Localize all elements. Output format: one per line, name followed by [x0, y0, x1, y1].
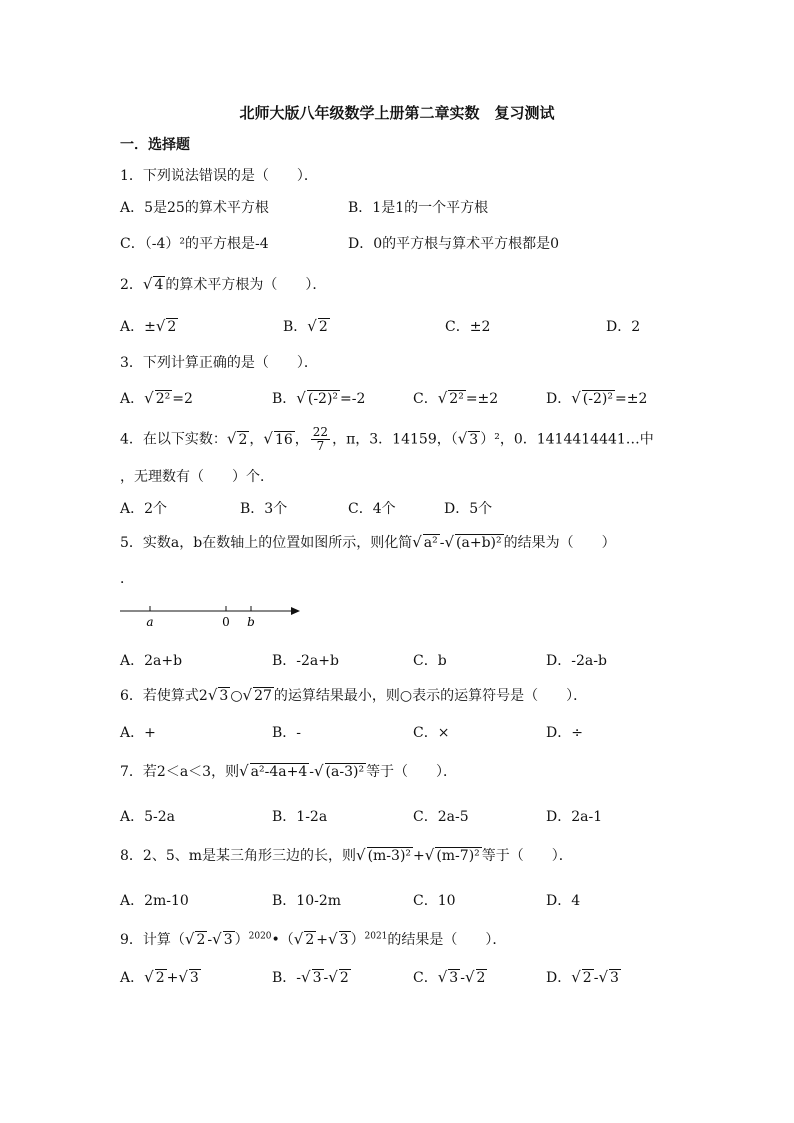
q5-radicand-2: (a+b)²: [456, 535, 502, 551]
q9-option-a: [120, 967, 201, 988]
q6-option-d: D．÷: [546, 725, 583, 741]
q8-option-d: D．4: [546, 893, 581, 909]
sqrt-icon: √: [296, 389, 306, 407]
q9-operator: -: [207, 932, 213, 948]
sqrt-icon: √: [263, 429, 273, 448]
q6-option-a: A．+: [120, 725, 156, 741]
q6-radicand-1: 3: [219, 688, 229, 704]
q9-option-a-operator: +: [166, 970, 179, 986]
q9-option-c-operator: -: [460, 970, 465, 986]
sqrt-icon: √: [571, 389, 581, 407]
q9-tail: 的结果是（ ）．: [387, 932, 507, 948]
q3-option-a-result: =2: [172, 391, 193, 407]
q2-option-b-radicand: 2: [318, 319, 328, 335]
question-1-stem: 1．下列说法错误的是（ ）．: [120, 168, 318, 184]
q9-exponent-1: 2020: [248, 931, 272, 942]
q7-lead: 7．若2＜a＜3，则: [120, 764, 240, 780]
q4-option-a: A．2个: [120, 501, 168, 517]
q9-option-a-radicand-2: 3: [189, 970, 199, 986]
q5-option-a: A．2a+b: [120, 653, 183, 669]
q8-radicand-1: (m-3)²: [367, 848, 412, 864]
q7-option-c: C．2a-5: [413, 809, 469, 825]
question-7-stem: [120, 761, 457, 782]
q4-fraction-denominator: 7: [316, 439, 325, 454]
q4-lead: 4．在以下实数：: [120, 431, 227, 448]
q9-multiply-dot: •（: [271, 932, 294, 948]
q6-radicand-2: 27: [254, 688, 272, 704]
question-9-stem: [120, 929, 506, 950]
q9-option-c: [413, 967, 487, 988]
q9-option-b-radicand-2: 2: [339, 970, 349, 986]
q7-tail: 等于（ ）．: [366, 764, 458, 780]
q4-radicand-3: 3: [469, 431, 479, 448]
q8-radicand-2: (m-7)²: [436, 848, 480, 864]
q9-paren: ）: [350, 932, 365, 948]
page-title: 北师大版八年级数学上册第二章实数 复习测试: [239, 104, 555, 122]
sqrt-icon: √: [155, 317, 166, 335]
q5-radicand-1: a²: [423, 535, 438, 551]
q2-option-b: [283, 316, 330, 337]
q4-separator: ，: [294, 431, 309, 448]
q9-option-b-radicand-1: 3: [312, 970, 322, 986]
q3-option-c: [413, 388, 498, 409]
q3-option-c-result: =±2: [465, 391, 499, 407]
q1-option-c: C．（-4）²的平方根是-4: [120, 236, 269, 252]
q2-number: 2．: [120, 277, 143, 293]
question-5-stem: [120, 532, 616, 553]
q9-operator: +: [316, 932, 329, 948]
q9-option-b-label: B．-: [272, 970, 302, 986]
q3-option-b-radicand: (-2)²: [307, 391, 339, 407]
question-8-stem: [120, 845, 573, 866]
q5-operator: -: [439, 535, 445, 551]
q9-exponent-2: 2021: [364, 931, 388, 942]
q4-option-d: D．5个: [444, 501, 493, 517]
q4-separator: ，: [249, 431, 264, 448]
q3-option-b: [272, 388, 365, 409]
q8-operator: +: [413, 848, 425, 864]
q5-option-b: B．-2a+b: [272, 653, 339, 669]
q3-option-d-label: D．: [546, 391, 572, 407]
q9-radicand-1: 2: [196, 932, 206, 948]
q9-option-b: [272, 967, 351, 988]
sqrt-icon: √: [328, 968, 338, 986]
q9-option-c-radicand-1: 3: [449, 970, 459, 986]
q3-option-a: [120, 388, 193, 409]
q4-fraction-numerator: 22: [312, 425, 329, 439]
q2-option-a: [120, 316, 178, 337]
arrow-right-icon: [291, 607, 300, 615]
q3-option-d-radicand: (-2)²: [582, 391, 613, 407]
q9-option-d: [546, 967, 621, 988]
q1-option-d: D．0的平方根与算术平方根都是0: [348, 236, 560, 252]
q7-option-a: A．5-2a: [120, 809, 176, 825]
q4-option-b: B．3个: [240, 501, 288, 517]
q4-middle: ，π，3．14159，（: [332, 431, 458, 448]
q4-radicand-2: 16: [274, 431, 293, 448]
axis-label-b: b: [247, 615, 255, 629]
q8-option-c: C．10: [413, 893, 456, 909]
q9-paren: ）: [234, 932, 249, 948]
sqrt-icon: √: [178, 968, 188, 986]
q5-tail: 的结果为（ ）: [503, 535, 616, 551]
q3-option-b-label: B．: [272, 391, 297, 407]
axis-label-a: a: [146, 615, 154, 629]
q3-option-d-result: =±2: [614, 391, 648, 407]
q2-option-d: D．2: [606, 319, 641, 335]
q5-lead: 5．实数a，b在数轴上的位置如图所示，则化简: [120, 535, 413, 551]
sqrt-icon: √: [184, 930, 195, 948]
sqrt-icon: √: [437, 389, 448, 407]
q7-option-d: D．2a-1: [546, 809, 603, 825]
axis-label-0: 0: [222, 615, 230, 629]
q8-option-b: B．10-2m: [272, 893, 342, 909]
q9-option-d-radicand-1: 2: [582, 970, 592, 986]
sqrt-icon: √: [226, 429, 237, 448]
sqrt-icon: √: [437, 968, 448, 986]
sqrt-icon: √: [356, 846, 366, 864]
circle-placeholder-icon: ○: [230, 688, 243, 704]
q9-radicand-4: 3: [339, 932, 349, 948]
q8-lead: 8．2、5、m是某三角形三边的长，则: [120, 848, 356, 864]
sqrt-icon: √: [144, 968, 154, 986]
q4-tail: ）²，0．1414414441…中: [480, 431, 654, 448]
q9-option-d-operator: -: [593, 970, 599, 986]
sqrt-icon: √: [328, 930, 338, 948]
q9-radicand-2: 3: [223, 932, 233, 948]
q2-option-c: C．±2: [445, 319, 491, 335]
q6-lead: 6．若使算式2: [120, 688, 208, 704]
sqrt-icon: √: [293, 930, 304, 948]
q4-fraction: [311, 426, 330, 453]
q9-option-c-label: C．: [413, 970, 438, 986]
q9-radicand-3: 2: [305, 932, 315, 948]
sqrt-icon: √: [313, 762, 324, 780]
sqrt-icon: √: [307, 317, 317, 335]
q5-trailing-dot: ．: [120, 571, 134, 587]
q7-option-b: B．1-2a: [272, 809, 328, 825]
q9-option-d-label: D．: [546, 970, 572, 986]
q8-option-a: A．2m-10: [120, 893, 189, 909]
question-6-stem: [120, 685, 587, 706]
q6-tail: 的运算结果最小，则○表示的运算符号是（ ）．: [273, 688, 588, 704]
q3-option-b-result: =-2: [340, 391, 366, 407]
sqrt-icon: √: [464, 968, 475, 986]
q4-radicand-1: 2: [238, 431, 248, 448]
sqrt-icon: √: [239, 762, 249, 780]
q5-option-c: C．b: [413, 653, 447, 669]
q2-option-a-radicand: 2: [167, 319, 177, 335]
question-3-stem: 3．下列计算正确的是（ ）．: [120, 355, 318, 371]
q9-option-a-label: A．: [120, 970, 145, 986]
q9-option-c-radicand-2: 2: [476, 970, 486, 986]
q1-option-a: A．5是25的算术平方根: [120, 200, 269, 216]
q9-option-d-radicand-2: 3: [610, 970, 619, 986]
q3-option-c-label: C．: [413, 391, 438, 407]
q6-option-b: B．-: [272, 725, 302, 741]
q3-option-d: [546, 388, 647, 409]
q2-option-a-label: A．±: [120, 319, 156, 335]
q9-option-a-radicand-1: 2: [155, 970, 165, 986]
question-4-line2: ，无理数有（ ）个．: [120, 469, 274, 485]
q9-option-b-operator: -: [323, 970, 329, 986]
q9-lead: 9．计算（: [120, 932, 185, 948]
sqrt-icon: √: [242, 686, 253, 704]
sqrt-icon: √: [412, 533, 422, 551]
q2-tail: 的算术平方根为（ ）．: [165, 277, 327, 293]
q5-option-d: D．-2a-b: [546, 653, 607, 669]
sqrt-icon: √: [571, 968, 581, 986]
sqrt-icon: √: [142, 275, 153, 293]
section-heading: 一．选择题: [120, 137, 190, 153]
sqrt-icon: √: [207, 686, 218, 704]
q8-tail: 等于（ ）．: [481, 848, 573, 864]
q7-radicand-2: (a-3)²: [325, 764, 365, 780]
q7-radicand-1: a²-4a+4: [250, 764, 308, 780]
sqrt-icon: √: [144, 389, 154, 407]
q3-option-a-label: A．: [120, 391, 145, 407]
sqrt-icon: √: [424, 846, 435, 864]
sqrt-icon: √: [212, 930, 222, 948]
q6-option-c: C．×: [413, 725, 450, 741]
q4-option-c: C．4个: [348, 501, 396, 517]
q1-option-b: B．1是1的一个平方根: [348, 200, 489, 216]
sqrt-icon: √: [598, 968, 609, 986]
q2-option-b-label: B．: [283, 319, 308, 335]
sqrt-icon: √: [444, 533, 455, 551]
number-line-figure: [120, 600, 310, 632]
question-2-stem: [120, 274, 326, 295]
question-4-stem: [120, 426, 654, 453]
q3-option-a-radicand: 2²: [155, 391, 171, 407]
q7-operator: -: [309, 764, 314, 780]
q3-option-c-radicand: 2²: [449, 391, 464, 407]
q2-radicand: 4: [154, 277, 164, 293]
sqrt-icon: √: [301, 968, 311, 986]
sqrt-icon: √: [457, 429, 468, 448]
